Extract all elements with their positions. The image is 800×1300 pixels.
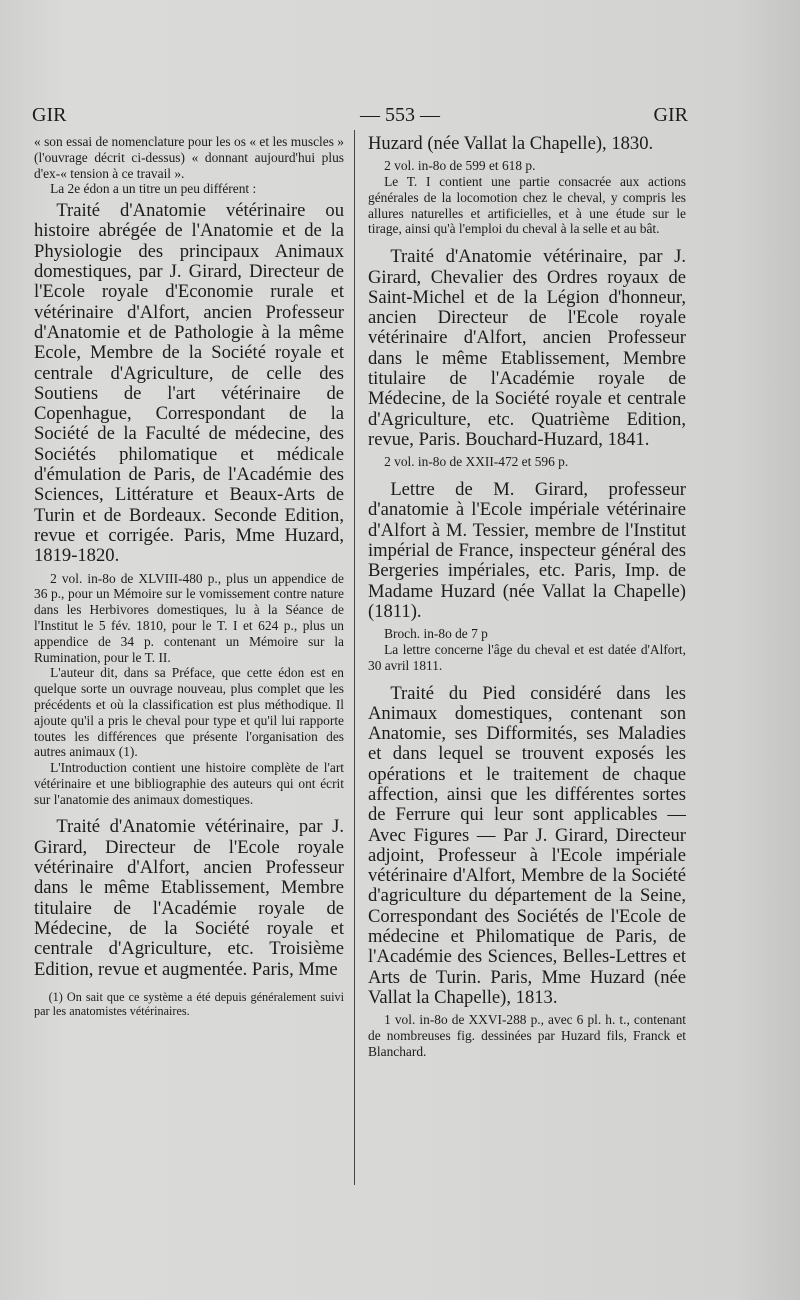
right-column — [368, 134, 686, 1060]
page-number: — 553 — — [360, 104, 440, 126]
bibliographic-entry: Traité du Pied considéré dans les Animaux domestiques, contenant son Anatomie, ses Difformités, ses Maladies et dans lequel se trouvent exposés les opérations et le traitement de chaque affection, ainsi que les différentes sortes de Ferrure qui leur sont applicables — Avec Figures — Par J. Girard, Directeur adjoint, Professeur à l'Ecole impériale vétérinaire d'Alfort, Membre de la Société d'agriculture du département de la Seine, Correspondant des Sociétés de l'Ecole de médecine et Philomatique de Paris, de l'Académie des Sciences, Belles-Lettres et Arts de Turin. Paris, Mme Huzard (née Vallat la Chapelle), 1813. — [368, 682, 686, 1008]
paragraph: Le T. I contient une partie consacrée aux actions générales de la locomotion chez le cheval, y compris les allures naturelles et artificielles, et à une étude sur le tirage, ainsi qu'à l'emploi du cheval à la selle et au bât. — [368, 174, 686, 237]
paragraph: La lettre concerne l'âge du cheval et est datée d'Alfort, 30 avril 1811. — [368, 641, 686, 673]
bibliographic-entry: Traité d'Anatomie vétérinaire ou histoire abrégée de l'Anatomie et de la Physiologie des principaux Animaux domestiques, par J. Girard, Directeur de l'Ecole royale d'Economie rurale et vétérinaire d'Alfort, ancien Professeur d'Anatomie et de Pathologie à la même Ecole, Membre de la Société royale et centrale d'Agriculture, de celle des Soutiens de l'art vétérinaire de Copenhague, Correspondant de la Société de la Faculté de médecine, des Sociétés philomatique et médicale d'émulation de Paris, de l'Académie des Sciences, Littérature et Beaux-Arts de Turin et de Bordeaux. Seconde Edition, revue et corrigée. Paris, Mme Huzard, 1819-1820. — [34, 200, 344, 567]
paragraph: 2 vol. in-8o de XXII-472 et 596 p. — [384, 454, 569, 470]
bibliographic-entry: Traité d'Anatomie vétérinaire, par J. Girard, Chevalier des Ordres royaux de Saint-Michel et de la Légion d'honneur, ancien Directeur de l'Ecole royale vétérinaire d'Alfort, ancien Professeur dans le même Etablissement, Membre titulaire de l'Académie royale de Médecine, de la Société royale et centrale d'Agriculture, etc. Quatrième Edition, revue, Paris. Bouchard-Huzard, 1841. — [368, 246, 686, 450]
running-header — [0, 104, 800, 132]
paragraph: La 2e édon a un titre un peu différent : — [50, 181, 257, 197]
paragraph: 2 vol. in-8o de 599 et 618 p. — [384, 158, 536, 174]
bibliographic-entry: Lettre de M. Girard, professeur d'anatomie à l'Ecole impériale vétérinaire d'Alfort à M. Tessier, membre de l'Institut impérial de France, inspecteur général des Bergeries impériales, etc. Paris, Imp. de Madame Huzard (née Vallat la Chapelle) (1811). — [368, 479, 686, 622]
paragraph: 1 vol. in-8o de XXVI-288 p., avec 6 pl. h. t., contenant de nombreuses fig. dessinées par Huzard fils, Franck et Blanchard. — [368, 1012, 686, 1059]
column-divider — [354, 130, 355, 1185]
left-column — [34, 134, 344, 1019]
paragraph: L'auteur dit, dans sa Préface, que cette édon est en quelque sorte un ouvrage nouveau, plus complet que les précédents et où la classification est plus méthodique. Il ajoute qu'il a pris le cheval pour type et qu'il lui rapporte toutes les différences que présente l'organisation des autres animaux (1). — [34, 665, 344, 760]
header-right-word: GIR — [653, 104, 688, 126]
bibliographic-entry: Traité d'Anatomie vétérinaire, par J. Girard, Directeur de l'Ecole royale vétérinaire d'Alfort, ancien Professeur dans le même Etablissement, Membre titulaire de l'Académie royale de Médecine, de la Société royale et centrale d'Agriculture, etc. Troisième Edition, revue et augmentée. Paris, Mme — [34, 816, 344, 980]
paragraph: « son essai de nomenclature pour les os « et les muscles » (l'ouvrage décrit ci-dessus) « donnant aujourd'hui plus d'ex-« tension à ce travail ». — [34, 134, 344, 181]
paragraph: 2 vol. in-8o de XLVIII-480 p., plus un appendice de 36 p., pour un Mémoire sur le vomissement contre nature dans les Herbivores domestiques, lu à la Séance de l'Institut le 5 fév. 1810, pour le T. I et 624 p., plus un appendice de 34 p. contenant un Mémoire sur la Rumination, pour le T. II. — [34, 570, 344, 665]
bibliographic-entry: Huzard (née Vallat la Chapelle), 1830. — [368, 133, 654, 154]
paragraph: L'Introduction contient une histoire complète de l'art vétérinaire et une bibliographie des auteurs qui ont écrit sur l'anatomie des animaux domestiques. — [34, 760, 344, 807]
paragraph: Broch. in-8o de 7 p — [384, 626, 488, 642]
footnote: (1) On sait que ce système a été depuis généralement suivi par les anatomistes vétérinaires. — [34, 989, 344, 1019]
header-left-word: GIR — [32, 104, 67, 126]
